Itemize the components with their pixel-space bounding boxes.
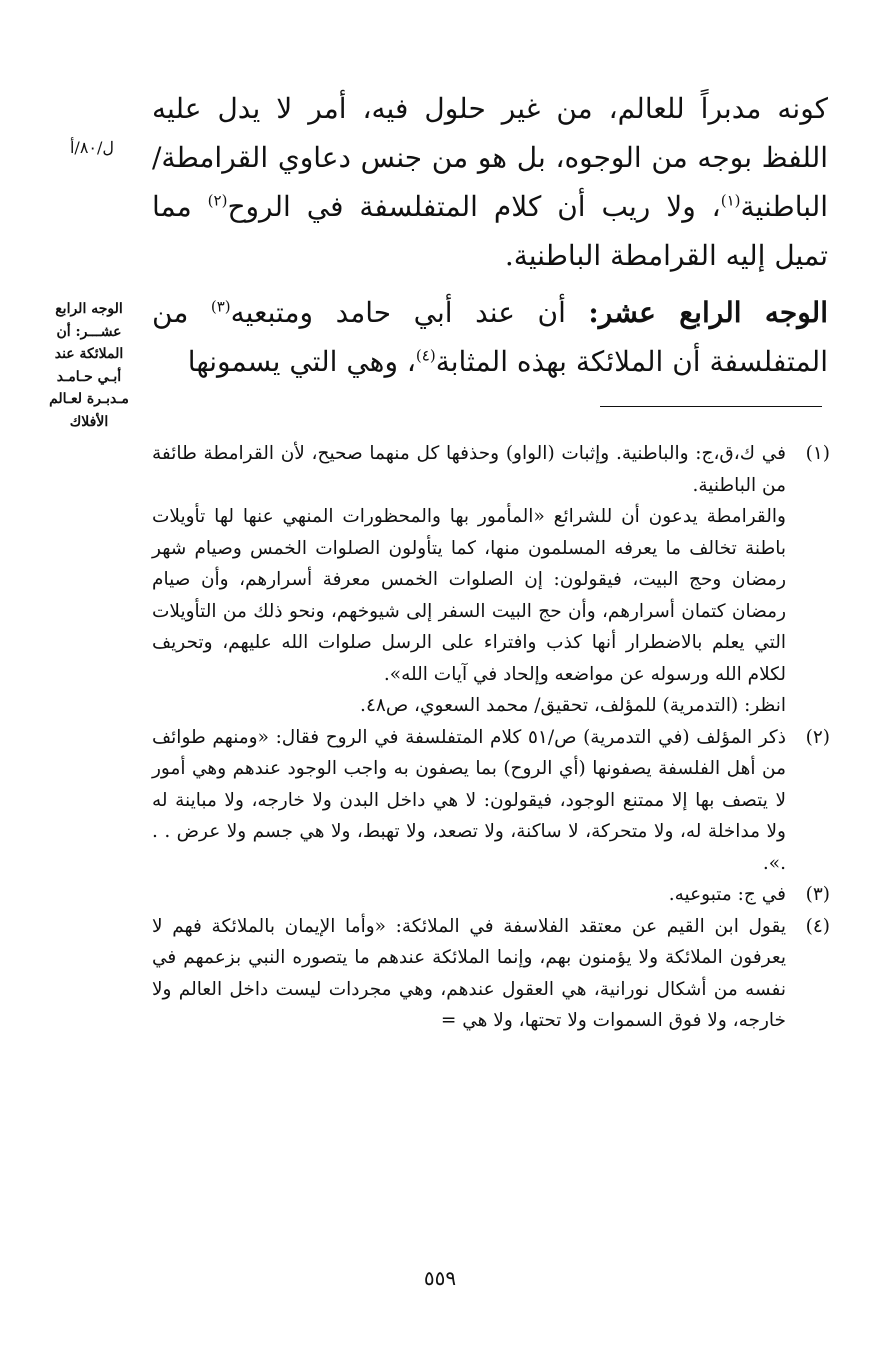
footnote-1 xyxy=(152,438,830,722)
paragraph-segment: أن عند أبي حامد ومتبعيه xyxy=(230,296,589,329)
footnote-ref-2[interactable]: (٢) xyxy=(207,191,228,210)
footnote-body xyxy=(152,722,786,880)
footnote-number: (١) xyxy=(805,443,830,464)
paragraph-segment: ، وهي التي يسمونها xyxy=(187,345,416,378)
paragraph-segment: مما تميل إليه القرامطة الباطنية. xyxy=(152,190,828,272)
paragraph-text xyxy=(152,84,828,280)
paragraph-segment: من المتفلسفة أن الملائكة بهذه المثابة xyxy=(152,296,828,378)
footnote-paragraph: ذكر المؤلف (في التدمرية) ص/٥١ كلام المتفلسفة في الروح فقال: «ومنهم طوائف من أهل الفلسفة يصفونها (أي الروح) بما يصفون به واجب الوجود عندهم وهي أمور لا يتصف بها إلا ممتنع الوجود، فيقولون: لا هي داخل البدن ولا خارجه، ولا مباينة له ولا مداخلة له، ولا متحركة، لا ساكنة، ولا تصعد، ولا تهبط، ولا هي جسم ولا عرض . . .». xyxy=(152,726,786,874)
footnote-ref-4[interactable]: (٤) xyxy=(415,346,436,365)
footnote-separator xyxy=(600,406,822,407)
footnote-paragraph: في ك،ق،ج: والباطنية. وإثبات (الواو) وحذفها كل منهما صحيح، لأن القرامطة طائفة من الباطنية. xyxy=(152,443,786,496)
footnote-body xyxy=(152,879,786,911)
paragraph-text xyxy=(152,288,828,386)
footnote-number: (٢) xyxy=(805,726,830,748)
main-paragraph-1 xyxy=(152,84,828,280)
marginal-sidenote: الوجه الرابع عشـــر: أن الملائكة عند أبـي حـامـد مـدبـرة لعـالم الأفلاك xyxy=(49,301,129,430)
footnote-number: (٤) xyxy=(805,915,830,937)
footnote-paragraph: والقرامطة يدعون أن للشرائع «المأمور بها والمحظورات المنهي عنها لها تأويلات باطنة تخالف ما يعرفه المسلمون منها، كما يتأولون الصلوات الخمس وصيام شهر رمضان وحج البيت، فيقولون: إن الصلوات الخمس معرفة أسرارهم، وأن صيام رمضان كتمان أسرارهم، وأن حج البيت السفر إلى شيوخهم، ونحو ذلك من التأويلات التي يعلم بالاضطرار أنها كذب وافتراء على الرسل صلوات الله عليهم، وتحريف لكلام الله ورسوله عن مواضعه وإلحاد في آيات الله». xyxy=(152,506,786,685)
section-heading: الوجه الرابع عشر: xyxy=(588,296,828,329)
footnote-4 xyxy=(152,911,830,1037)
footnote-2 xyxy=(152,722,830,880)
footnote-paragraph: يقول ابن القيم عن معتقد الفلاسفة في الملائكة: «وأما الإيمان بالملائكة فهم لا يعرفون الملائكة ولا يؤمنون بهم، وإنما الملائكة عندهم ما يتصوره النبي بزعمهم في نفسه من أشكال نورانية، هي العقول عندهم، وهي مجردات ليست داخل العالم ولا خارجه، ولا فوق السموات ولا تحتها، ولا هي = xyxy=(152,915,786,1031)
footnote-paragraph: في ج: متبوعيه. xyxy=(668,884,786,905)
footnote-ref-3[interactable]: (٣) xyxy=(210,297,231,316)
footnote-body xyxy=(152,438,786,722)
paragraph-segment: ، ولا ريب أن كلام المتفلسفة في الروح xyxy=(227,190,721,223)
footnotes xyxy=(152,438,830,1037)
footnote-3 xyxy=(152,879,830,911)
footnote-number: (٣) xyxy=(805,884,830,905)
footnote-ref-1[interactable]: (١) xyxy=(720,191,741,210)
manuscript-folio-reference: ل/٨٠/أ xyxy=(69,138,115,157)
footnote-body xyxy=(152,911,786,1037)
paragraph-segment: كونه مدبراً للعالم، من غير حلول فيه، أمر لا يدل عليه اللفظ بوجه من الوجوه، بل هو من جنس دعاوي القرامطة/ الباطنية xyxy=(152,92,829,223)
page-number: ٥٥٩ xyxy=(423,1266,457,1290)
main-paragraph-2 xyxy=(152,288,828,386)
footnote-paragraph: انظر: (التدمرية) للمؤلف، تحقيق/ محمد السعوي، ص٤٨. xyxy=(360,695,786,716)
